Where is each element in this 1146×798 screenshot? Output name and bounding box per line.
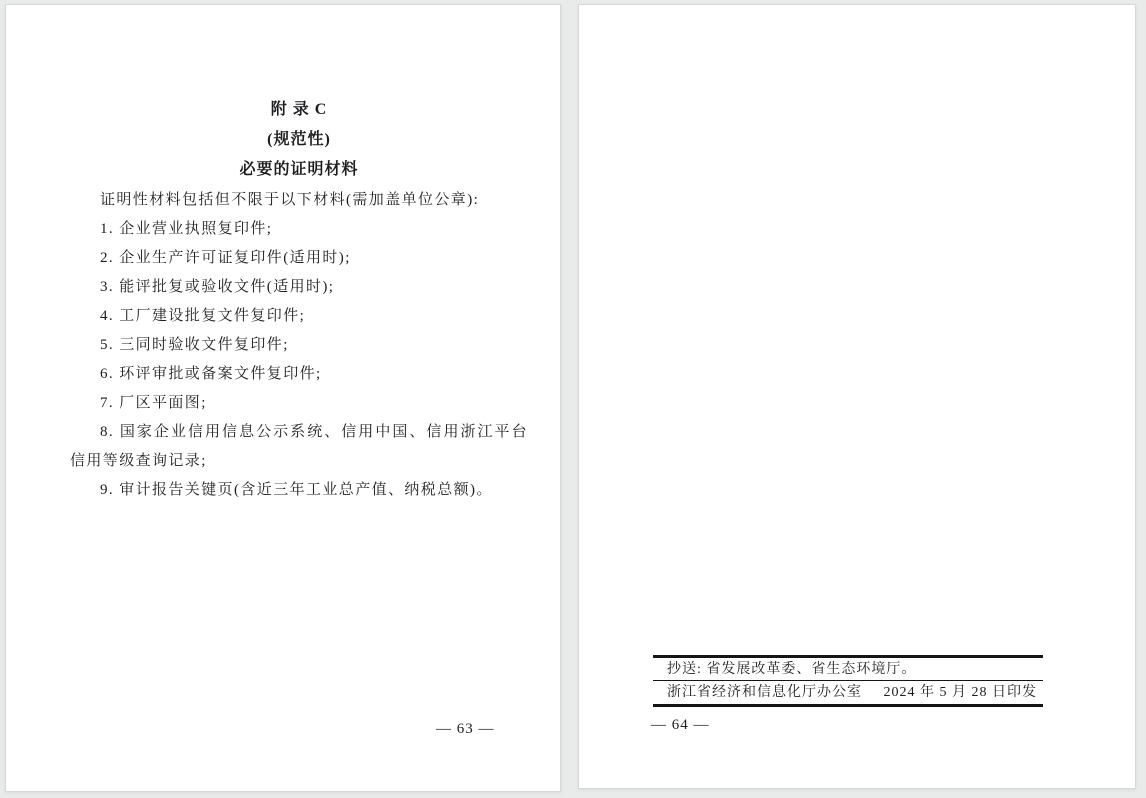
appendix-content — [70, 95, 528, 505]
appendix-subheading-normative: (规范性) — [267, 131, 331, 148]
list-item: 1. 企业营业执照复印件; — [100, 221, 273, 237]
page-64 — [578, 4, 1136, 789]
list-item: 9. 审计报告关键页(含近三年工业总产值、纳税总额)。 — [100, 482, 493, 498]
appendix-heading: 附 录 C — [270, 101, 328, 118]
list-item: 7. 厂区平面图; — [100, 395, 207, 411]
appendix-title: 必要的证明材料 — [239, 161, 359, 178]
issuance-row — [653, 681, 1043, 704]
list-item: 3. 能评批复或验收文件(适用时); — [100, 279, 335, 295]
list-item: 4. 工厂建设批复文件复印件; — [100, 308, 306, 324]
page-number-64: — 64 — — [651, 717, 710, 733]
list-item: 6. 环评审批或备案文件复印件; — [100, 366, 322, 382]
list-item: 8. 国家企业信用信息公示系统、信用中国、信用浙江平台信用等级查询记录; — [70, 424, 528, 469]
intro-paragraph: 证明性材料包括但不限于以下材料(需加盖单位公章): — [100, 192, 480, 208]
list-item: 5. 三同时验收文件复印件; — [100, 337, 289, 353]
list-item: 2. 企业生产许可证复印件(适用时); — [100, 250, 351, 266]
cc-line: 抄送: 省发展改革委、省生态环境厅。 — [653, 658, 1043, 681]
page-63 — [5, 4, 561, 792]
page-number-63: — 63 — — [436, 721, 495, 737]
issuer-office: 浙江省经济和信息化厅办公室 — [667, 685, 862, 700]
issue-date: 2024 年 5 月 28 日印发 — [883, 685, 1037, 700]
issuance-footer-table — [653, 655, 1043, 707]
